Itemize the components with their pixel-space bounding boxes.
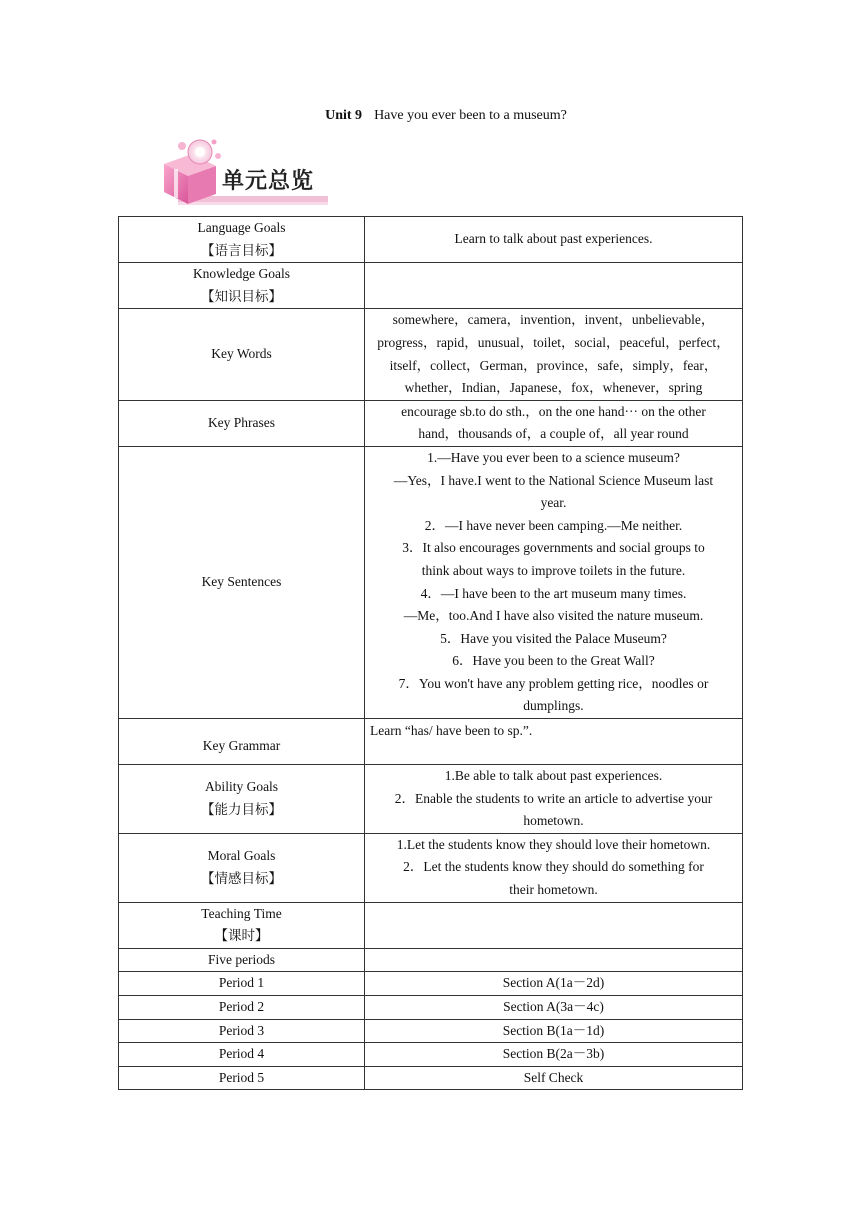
table-row bbox=[119, 309, 743, 400]
key-grammar-label: Key Grammar bbox=[119, 719, 365, 765]
period-section: Self Check bbox=[365, 1066, 743, 1090]
sentence-line: 6．Have you been to the Great Wall? bbox=[452, 653, 655, 669]
key-grammar-value: Learn “has/ have been to sp.”. bbox=[365, 719, 743, 765]
period-section: Section A(3a－4c) bbox=[365, 996, 743, 1020]
table-row bbox=[119, 972, 743, 996]
table-row bbox=[119, 765, 743, 834]
sentence-line: 3．It also encourages governments and social groups to bbox=[402, 540, 705, 556]
table-row bbox=[119, 400, 743, 446]
unit-overview-banner bbox=[158, 136, 336, 208]
ability-goals-label: Ability Goals 【能力目标】 bbox=[119, 765, 365, 834]
key-sentences-value bbox=[365, 446, 743, 718]
five-periods-label: Five periods bbox=[119, 948, 365, 972]
period-label: Period 1 bbox=[119, 972, 365, 996]
sentence-line: 5．Have you visited the Palace Museum? bbox=[440, 630, 667, 646]
period-label: Period 5 bbox=[119, 1066, 365, 1090]
sentence-line: —Me，too.And I have also visited the nature museum. bbox=[403, 608, 704, 624]
table-row bbox=[119, 1066, 743, 1090]
unit-overview-table bbox=[118, 216, 743, 1090]
table-row bbox=[119, 1043, 743, 1067]
period-label: Period 3 bbox=[119, 1019, 365, 1043]
unit-label: Unit 9 bbox=[325, 108, 363, 123]
key-sentences-label: Key Sentences bbox=[119, 446, 365, 718]
sentence-line: 7．You won't have any problem getting rice，noodles or bbox=[398, 675, 709, 691]
knowledge-goals-label: Knowledge Goals 【知识目标】 bbox=[119, 263, 365, 309]
period-section: Section B(2a－3b) bbox=[365, 1043, 743, 1067]
moral-goals-value: 1.Let the students know they should love their hometown. 2．Let the students know they should do something for their hometown. bbox=[365, 833, 743, 902]
language-goals-value: Learn to talk about past experiences. bbox=[365, 217, 743, 263]
ability-goals-value: 1.Be able to talk about past experiences. 2．Enable the students to write an article to advertise your hometown. bbox=[365, 765, 743, 834]
sentence-line: —Yes，I have.I went to the National Science Museum last bbox=[393, 472, 714, 488]
key-words-value: somewhere，camera，invention，invent，unbelievable， progress，rapid，unusual，toilet，social，peaceful，perfect， itself，collect，German，province，safe，simply，fear， whether，Indian，Japanese，fox，whenever，spring bbox=[365, 309, 743, 400]
period-section: Section B(1a－1d) bbox=[365, 1019, 743, 1043]
key-phrases-value: encourage sb.to do sth.，on the one hand··· on the other hand，thousands of，a couple of，all year round bbox=[365, 400, 743, 446]
banner-title: 单元总览 bbox=[222, 169, 315, 194]
table-row bbox=[119, 948, 743, 972]
period-label: Period 2 bbox=[119, 996, 365, 1020]
sentence-line: 1.—Have you ever been to a science museum? bbox=[427, 449, 680, 465]
page-title bbox=[0, 106, 860, 126]
table-row bbox=[119, 719, 743, 765]
table-row bbox=[119, 446, 743, 718]
teaching-time-label: Teaching Time 【课时】 bbox=[119, 902, 365, 948]
key-words-label: Key Words bbox=[119, 309, 365, 400]
sentence-line: think about ways to improve toilets in the future. bbox=[421, 562, 686, 578]
period-label: Period 4 bbox=[119, 1043, 365, 1067]
sentence-line: 4．—I have been to the art museum many times. bbox=[420, 585, 687, 601]
table-row bbox=[119, 996, 743, 1020]
table-row bbox=[119, 902, 743, 948]
table-row bbox=[119, 1019, 743, 1043]
language-goals-label: Language Goals 【语言目标】 bbox=[119, 217, 365, 263]
teaching-time-value bbox=[365, 902, 743, 948]
period-section: Section A(1a－2d) bbox=[365, 972, 743, 996]
sentence-line: year. bbox=[540, 495, 567, 511]
sentence-line: 2．—I have never been camping.—Me neither. bbox=[424, 517, 683, 533]
five-periods-value bbox=[365, 948, 743, 972]
table-row bbox=[119, 263, 743, 309]
unit-title: Have you ever been to a museum? bbox=[374, 108, 567, 123]
knowledge-goals-value bbox=[365, 263, 743, 309]
sentence-line: dumplings. bbox=[523, 698, 584, 714]
key-phrases-label: Key Phrases bbox=[119, 400, 365, 446]
table-row bbox=[119, 217, 743, 263]
moral-goals-label: Moral Goals 【情感目标】 bbox=[119, 833, 365, 902]
table-row bbox=[119, 833, 743, 902]
